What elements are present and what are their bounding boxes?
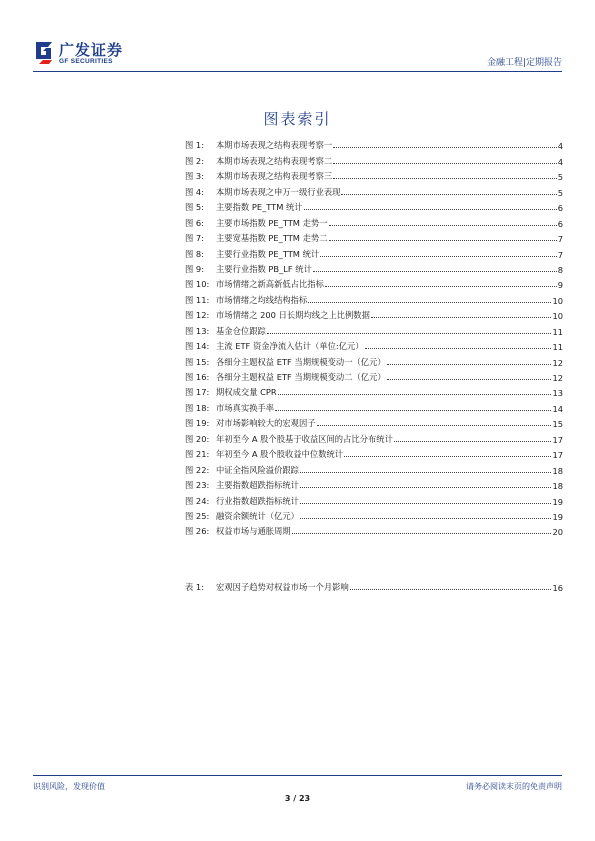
toc-entry-title: 年初至今 A 股个股收益中位数统计 bbox=[216, 449, 344, 460]
toc-entry-label: 图 17: bbox=[185, 387, 210, 398]
figure-index-entry[interactable] bbox=[185, 383, 563, 398]
toc-entry-label: 图 8: bbox=[185, 248, 205, 259]
figure-index-entry[interactable] bbox=[185, 167, 563, 182]
brand-name-cn: 广发证券 bbox=[59, 41, 124, 59]
toc-title: 图表索引 bbox=[263, 110, 332, 128]
toc-entry-page: 7 bbox=[557, 234, 563, 245]
toc-entry-page: 4 bbox=[557, 156, 563, 167]
toc-entry-label: 图 5: bbox=[185, 202, 205, 213]
toc-entry-page: 11 bbox=[552, 326, 563, 337]
figure-index-entry[interactable] bbox=[185, 229, 563, 244]
report-type: 金融工程|定期报告 bbox=[486, 58, 562, 68]
dot-leader bbox=[300, 487, 551, 488]
toc-entry-title: 各细分主题权益 ETF 当期规模变动二（亿元） bbox=[216, 372, 386, 382]
disclaimer-note: 请务必阅读末页的免责声明 bbox=[466, 782, 562, 791]
toc-entry-title: 市场情绪之 200 日长期均线之上比例数据 bbox=[216, 310, 370, 321]
toc-entry-page: 6 bbox=[557, 203, 563, 214]
figure-index-entry[interactable] bbox=[185, 460, 563, 475]
dot-leader bbox=[300, 472, 551, 473]
dot-leader bbox=[341, 194, 556, 195]
page-number: 3 / 23 bbox=[284, 794, 311, 803]
toc-entry-page: 6 bbox=[557, 218, 563, 229]
toc-entry-label: 图 24: bbox=[185, 495, 210, 506]
toc-entry-page: 10 bbox=[552, 295, 563, 306]
toc-entry-page: 17 bbox=[552, 450, 563, 461]
toc-entry-label: 图 18: bbox=[185, 402, 210, 413]
dot-leader bbox=[325, 286, 557, 287]
toc-entry-title: 宏观因子趋势对权益市场一个月影响 bbox=[216, 582, 349, 593]
figure-index-entry[interactable] bbox=[185, 213, 563, 228]
figure-index-entry[interactable] bbox=[185, 491, 563, 506]
toc-entry-label: 图 10: bbox=[185, 279, 210, 290]
table-index-entry[interactable] bbox=[185, 578, 563, 593]
dot-leader bbox=[313, 271, 557, 272]
toc-entry-label: 图 2: bbox=[185, 155, 205, 166]
toc-entry-page: 14 bbox=[552, 403, 563, 414]
dot-leader bbox=[329, 225, 557, 226]
toc-entry-title: 对市场影响较大的宏观因子 bbox=[216, 418, 316, 429]
toc-entry-title: 基金仓位跟踪 bbox=[216, 325, 266, 336]
dot-leader bbox=[344, 456, 551, 457]
figure-index-entry[interactable] bbox=[185, 429, 563, 444]
page-header bbox=[33, 36, 562, 72]
toc-entry-title: 主要指数超跌指标统计 bbox=[216, 480, 299, 491]
dot-leader bbox=[278, 394, 552, 395]
figure-index-entry[interactable] bbox=[185, 352, 563, 367]
figure-index-entry[interactable] bbox=[185, 306, 563, 321]
toc-entry-label: 图 25: bbox=[185, 510, 210, 521]
toc-entry-title: 权益市场与通胀周期 bbox=[216, 526, 291, 537]
toc-entry-page: 19 bbox=[552, 511, 563, 522]
brand-logo bbox=[33, 36, 143, 70]
toc-entry-page: 15 bbox=[552, 419, 563, 430]
toc-entry-page: 11 bbox=[552, 342, 563, 353]
figure-index-entry[interactable] bbox=[185, 275, 563, 290]
toc-entry-page: 19 bbox=[552, 496, 563, 507]
toc-entry-page: 13 bbox=[552, 388, 563, 399]
figure-index-entry[interactable] bbox=[185, 507, 563, 522]
toc-entry-title: 中证全指风险溢价跟踪 bbox=[216, 464, 299, 475]
toc-entry-title: 市场真实换手率 bbox=[216, 402, 275, 413]
toc-entry-title: 市场情绪之均线结构指标 bbox=[216, 294, 308, 305]
dot-leader bbox=[329, 240, 557, 241]
figure-index-entry[interactable] bbox=[185, 522, 563, 537]
dot-leader bbox=[350, 589, 552, 590]
figure-index-entry[interactable] bbox=[185, 445, 563, 460]
dot-leader bbox=[320, 256, 557, 257]
toc-entry-label: 图 13: bbox=[185, 325, 210, 336]
toc-entry-label: 图 9: bbox=[185, 263, 205, 274]
toc-entry-title: 主要行业指数 PB_LF 统计 bbox=[216, 263, 312, 274]
toc-entry-title: 主要市场指数 PE_TTM 走势一 bbox=[216, 217, 328, 228]
toc-entry-label: 图 6: bbox=[185, 217, 205, 228]
dot-leader bbox=[394, 441, 552, 442]
figure-index-entry[interactable] bbox=[185, 321, 563, 336]
toc-entry-label: 图 11: bbox=[185, 294, 210, 305]
toc-entry-title: 年初至今 A 股个股基于收益区间的占比分布统计 bbox=[216, 433, 393, 444]
toc-entry-label: 图 23: bbox=[185, 480, 210, 491]
toc-entry-page: 9 bbox=[557, 280, 563, 291]
figure-index-entry[interactable] bbox=[185, 368, 563, 383]
toc-entry-title: 主要宽基指数 PE_TTM 走势二 bbox=[216, 233, 328, 244]
figure-index-entry[interactable] bbox=[185, 198, 563, 213]
dot-leader bbox=[275, 410, 551, 411]
toc-entry-title: 期权成交量 CPR bbox=[216, 387, 277, 398]
toc-entry-page: 16 bbox=[552, 583, 563, 594]
footer-slogan: 识别风险，发现价值 bbox=[33, 782, 105, 791]
figure-index-entry[interactable] bbox=[185, 260, 563, 275]
toc-entry-label: 图 16: bbox=[185, 372, 210, 382]
figure-index-entry[interactable] bbox=[185, 151, 563, 166]
toc-entry-page: 12 bbox=[552, 357, 563, 368]
table-index-list bbox=[185, 578, 563, 593]
figure-index-entry[interactable] bbox=[185, 337, 563, 352]
toc-entry-page: 12 bbox=[552, 373, 563, 383]
dot-leader bbox=[333, 163, 557, 164]
dot-leader bbox=[333, 147, 557, 148]
toc-entry-page: 20 bbox=[552, 527, 563, 538]
toc-entry-page: 4 bbox=[557, 141, 563, 152]
figure-index-entry[interactable] bbox=[185, 136, 563, 151]
toc-entry-label: 图 14: bbox=[185, 341, 210, 352]
gf-logo-icon bbox=[33, 38, 55, 64]
dot-leader bbox=[371, 317, 552, 318]
figure-index-entry[interactable] bbox=[185, 182, 563, 197]
toc-entry-label: 图 4: bbox=[185, 186, 205, 197]
dot-leader bbox=[387, 364, 552, 365]
toc-entry-label: 图 12: bbox=[185, 310, 210, 321]
toc-entry-page: 5 bbox=[557, 172, 563, 183]
toc-entry-label: 表 1: bbox=[185, 582, 205, 593]
dot-leader bbox=[308, 302, 551, 303]
brand-name-en: GF SECURITIES bbox=[59, 58, 113, 65]
figure-index-list bbox=[185, 136, 563, 537]
dot-leader bbox=[267, 333, 552, 334]
dot-leader bbox=[300, 503, 551, 504]
toc-entry-title: 本期市场表现之结构表现考察二 bbox=[216, 155, 333, 166]
dot-leader bbox=[304, 209, 557, 210]
toc-entry-page: 7 bbox=[557, 249, 563, 260]
dot-leader bbox=[365, 348, 552, 349]
toc-entry-page: 18 bbox=[552, 465, 563, 476]
toc-entry-page: 8 bbox=[557, 264, 563, 275]
toc-entry-label: 图 20: bbox=[185, 433, 210, 444]
toc-entry-title: 本期市场表现之结构表现考察一 bbox=[216, 140, 333, 151]
toc-entry-page: 5 bbox=[557, 187, 563, 198]
footer-divider bbox=[33, 775, 562, 776]
dot-leader bbox=[292, 533, 552, 534]
figure-index-entry[interactable] bbox=[185, 414, 563, 429]
toc-entry-title: 本期市场表现之申万一级行业表现 bbox=[216, 186, 341, 197]
dot-leader bbox=[300, 518, 551, 519]
toc-entry-label: 图 1: bbox=[185, 140, 205, 151]
header-divider bbox=[33, 71, 562, 72]
toc-entry-page: 17 bbox=[552, 434, 563, 445]
toc-entry-label: 图 22: bbox=[185, 464, 210, 475]
toc-entry-label: 图 19: bbox=[185, 418, 210, 429]
toc-entry-page: 18 bbox=[552, 481, 563, 492]
toc-entry-label: 图 21: bbox=[185, 449, 210, 460]
dot-leader bbox=[387, 379, 552, 380]
toc-entry-label: 图 15: bbox=[185, 356, 210, 367]
toc-entry-title: 市场情绪之新高新低占比指标 bbox=[216, 279, 324, 290]
toc-entry-title: 本期市场表现之结构表现考察三 bbox=[216, 171, 333, 182]
toc-entry-label: 图 3: bbox=[185, 171, 205, 182]
toc-entry-title: 主流 ETF 资金净流入估计（单位:亿元） bbox=[216, 341, 364, 352]
toc-entry-title: 融资余额统计（亿元） bbox=[216, 510, 299, 521]
toc-entry-page: 10 bbox=[552, 311, 563, 322]
figure-index-entry[interactable] bbox=[185, 244, 563, 259]
figure-index-entry[interactable] bbox=[185, 476, 563, 491]
figure-index-entry[interactable] bbox=[185, 290, 563, 305]
toc-entry-title: 主要行业指数 PE_TTM 统计 bbox=[216, 248, 320, 259]
toc-entry-title: 各细分主题权益 ETF 当期规模变动一（亿元） bbox=[216, 356, 386, 367]
figure-index-entry[interactable] bbox=[185, 398, 563, 413]
toc-entry-label: 图 26: bbox=[185, 526, 210, 537]
toc-entry-title: 主要指数 PE_TTM 统计 bbox=[216, 202, 303, 213]
dot-leader bbox=[333, 178, 557, 179]
dot-leader bbox=[317, 425, 552, 426]
toc-entry-label: 图 7: bbox=[185, 233, 205, 244]
toc-entry-title: 行业指数超跌指标统计 bbox=[216, 495, 299, 506]
